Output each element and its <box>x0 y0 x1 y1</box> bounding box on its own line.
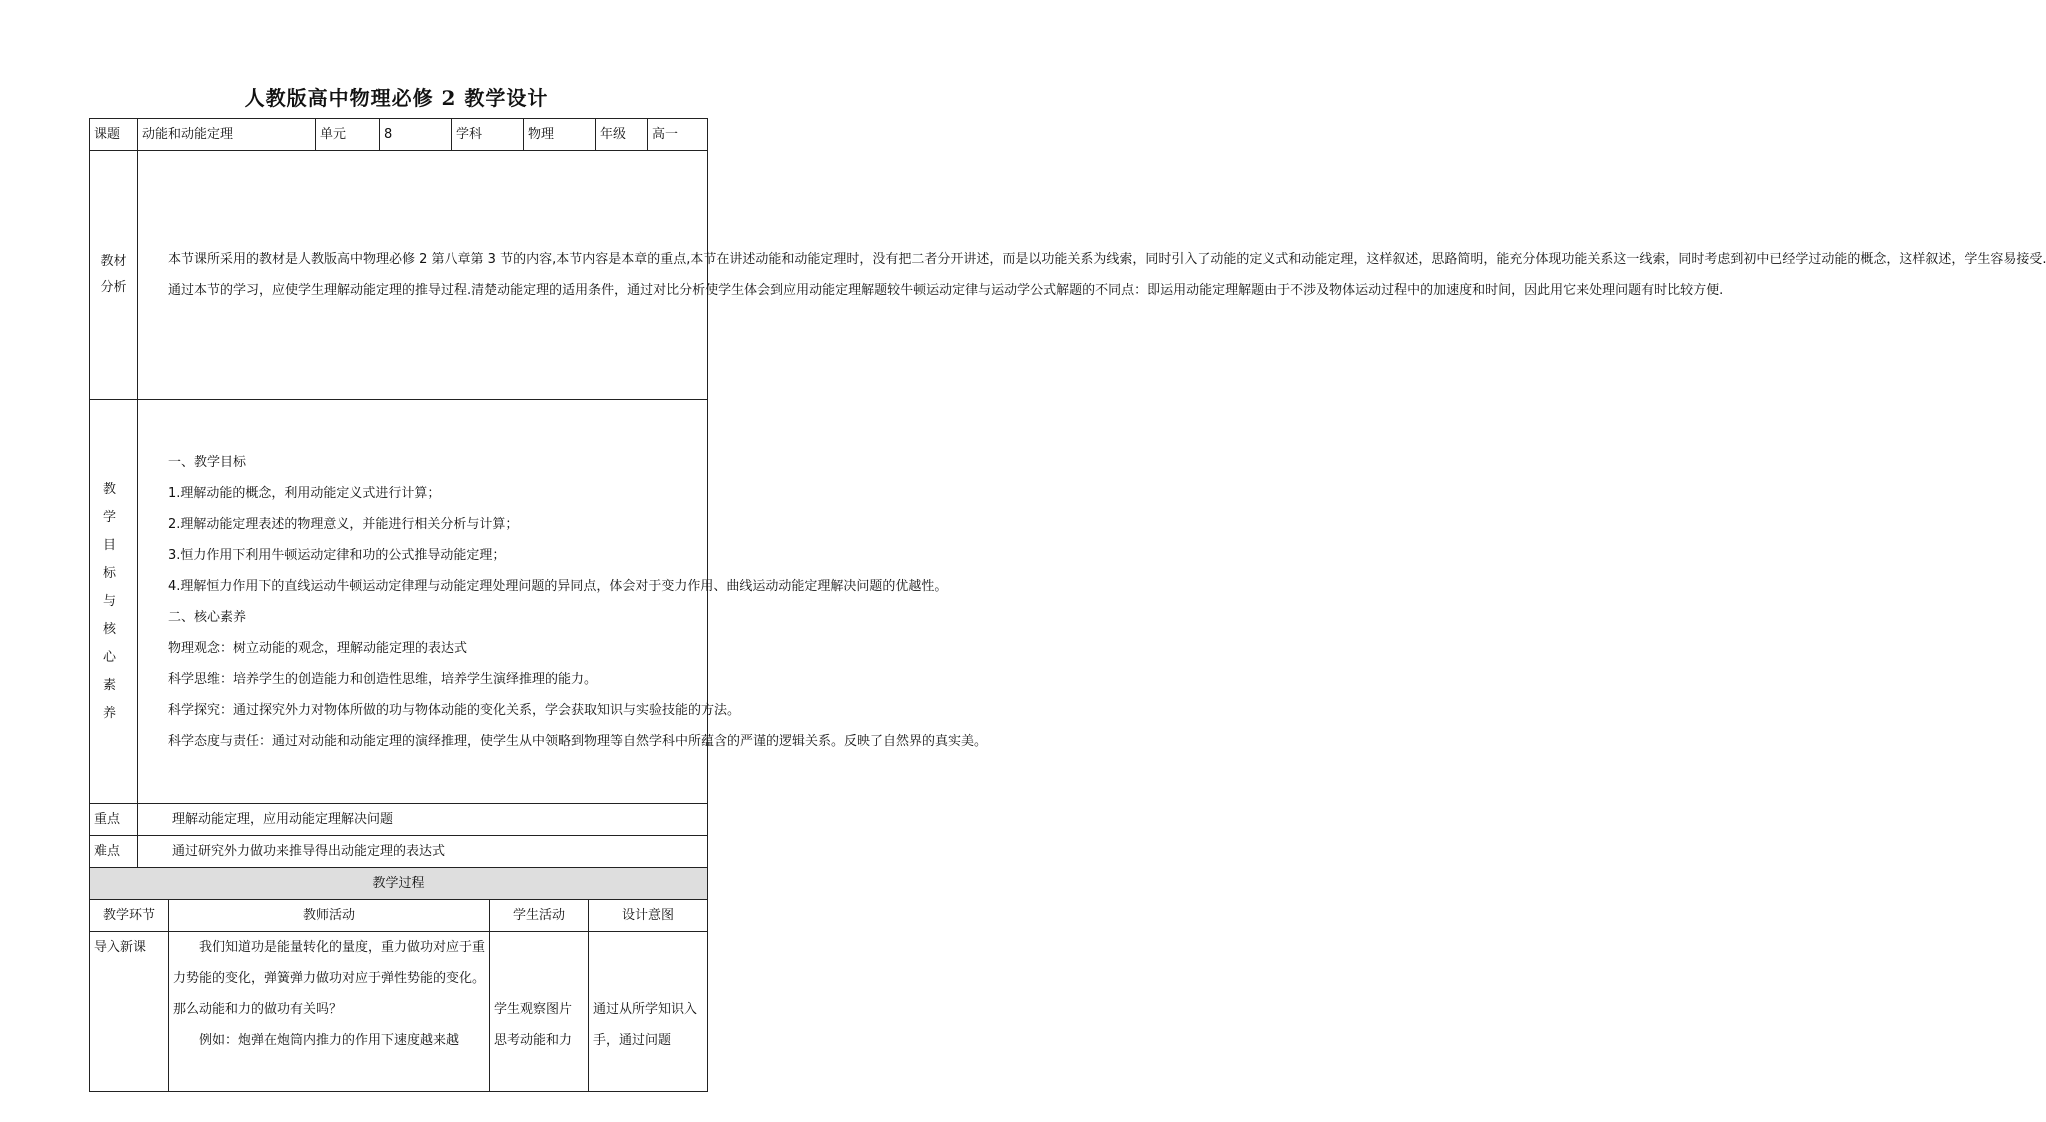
process-banner: 教学过程 <box>90 868 708 900</box>
literacy-item-4: 科学态度与责任：通过对动能和动能定理的演绎推理，使学生从中领略到物理等自然学科中所蕴含的严谨的逻辑关系。反映了自然界的真实美。 <box>168 733 988 749</box>
topic-label: 课题 <box>90 119 138 151</box>
goal-item-3: 3.恒力作用下利用牛顿运动定律和功的公式推导动能定理； <box>168 547 506 563</box>
goals-label <box>90 400 138 804</box>
header-teacher: 教师活动 <box>169 900 490 932</box>
design-intent <box>589 932 708 1092</box>
goals-heading-literacy: 二、核心素养 <box>168 609 247 625</box>
goals-label-line1: 教 学 <box>102 481 124 525</box>
goal-item-2: 2.理解动能定理表述的物理意义，并能进行相关分析与计算； <box>168 516 519 532</box>
document-title: 人教版高中物理必修 2 教学设计 <box>244 86 549 110</box>
key-point-text: 理解动能定理，应用动能定理解决问题 <box>172 812 394 827</box>
goals-content <box>138 400 988 804</box>
literacy-item-1: 物理观念：树立动能的观念，理解动能定理的表达式 <box>168 640 468 656</box>
material-label-line2: 分析 <box>100 280 127 295</box>
student-activity <box>490 932 589 1092</box>
teacher-activity-paragraph-2: 例如：炮弹在炮筒内推力的作用下速度越来越 <box>199 1033 460 1048</box>
goals-label-line2: 目 标 <box>102 537 124 581</box>
grade-label: 年级 <box>596 119 648 151</box>
student-activity-text: 学生观察图片思考动能和力 <box>494 1002 573 1048</box>
key-point-row <box>90 804 708 836</box>
design-intent-text: 通过从所学知识入手，通过问题 <box>593 1002 698 1048</box>
goals-label-line4: 心 素 <box>102 649 124 693</box>
difficulty-text: 通过研究外力做功来推导得出动能定理的表达式 <box>172 844 446 859</box>
material-paragraph-2: 通过本节的学习，应使学生理解动能定理的推导过程.清楚动能定理的适用条件，通过对比分析使学生体会到应用动能定理解题较牛顿运动定律与运动学公式解题的不同点：即运用动能定理解题由于不涉及物体运动过程中的加速度和时间，因此用它来处理问题有时比较方便. <box>168 283 1724 298</box>
difficulty-row <box>90 836 708 868</box>
teacher-activity-paragraph-1: 我们知道功是能量转化的量度，重力做功对应于重力势能的变化，弹簧弹力做功对应于弹性势能的变化。那么动能和力的做功有关吗？ <box>173 940 486 1017</box>
goal-item-4: 4.理解恒力作用下的直线运动牛顿运动定律理与动能定理处理问题的异同点，体会对于变力作用、曲线运动动能定理解决问题的优越性。 <box>168 578 948 594</box>
header-student: 学生活动 <box>490 900 589 932</box>
header-intent: 设计意图 <box>589 900 708 932</box>
literacy-item-3: 科学探究：通过探究外力对物体所做的功与物体动能的变化关系，学会获取知识与实验技能的方法。 <box>168 702 741 718</box>
header-stage: 教学环节 <box>90 900 169 932</box>
lesson-design-table <box>89 118 2046 900</box>
difficulty-value <box>138 836 708 868</box>
goals-heading-objectives: 一、教学目标 <box>168 454 247 470</box>
material-paragraph-1: 本节课所采用的教材是人教版高中物理必修 2 第八章第 3 节的内容,本节内容是本章的重点,本节在讲述动能和动能定理时，没有把二者分开讲述，而是以功能关系为线索，同时引入了动能的定义式和动能定理，这样叙述，思路简明，能充分体现功能关系这一线索，同时考虑到初中已经学过动能的概念，这样叙述，学生容易接受. <box>168 252 2046 267</box>
process-header-row <box>90 900 708 932</box>
key-point-label: 重点 <box>90 804 138 836</box>
goals-label-line5: 养 <box>102 705 124 721</box>
grade-value: 高一 <box>648 119 708 151</box>
subject-value: 物理 <box>524 119 596 151</box>
info-row <box>90 119 708 151</box>
material-label-line1: 教材 <box>100 254 127 269</box>
process-banner-row <box>90 868 708 900</box>
unit-value: 8 <box>380 119 452 151</box>
unit-label: 单元 <box>316 119 380 151</box>
material-label <box>90 151 138 400</box>
goals-label-line3: 与 核 <box>102 593 124 637</box>
goal-item-1: 1.理解动能的概念，利用动能定义式进行计算； <box>168 485 441 501</box>
teacher-activity <box>169 932 490 1092</box>
material-content <box>138 151 2046 400</box>
goals-row <box>90 400 708 804</box>
literacy-item-2: 科学思维：培养学生的创造能力和创造性思维，培养学生演绎推理的能力。 <box>168 671 598 687</box>
stage-intro: 导入新课 <box>90 932 169 1092</box>
material-row <box>90 151 708 400</box>
topic-value: 动能和动能定理 <box>138 119 316 151</box>
difficulty-label: 难点 <box>90 836 138 868</box>
key-point-value <box>138 804 708 836</box>
process-row-intro <box>90 932 708 1092</box>
subject-label: 学科 <box>452 119 524 151</box>
process-table <box>89 899 708 1092</box>
